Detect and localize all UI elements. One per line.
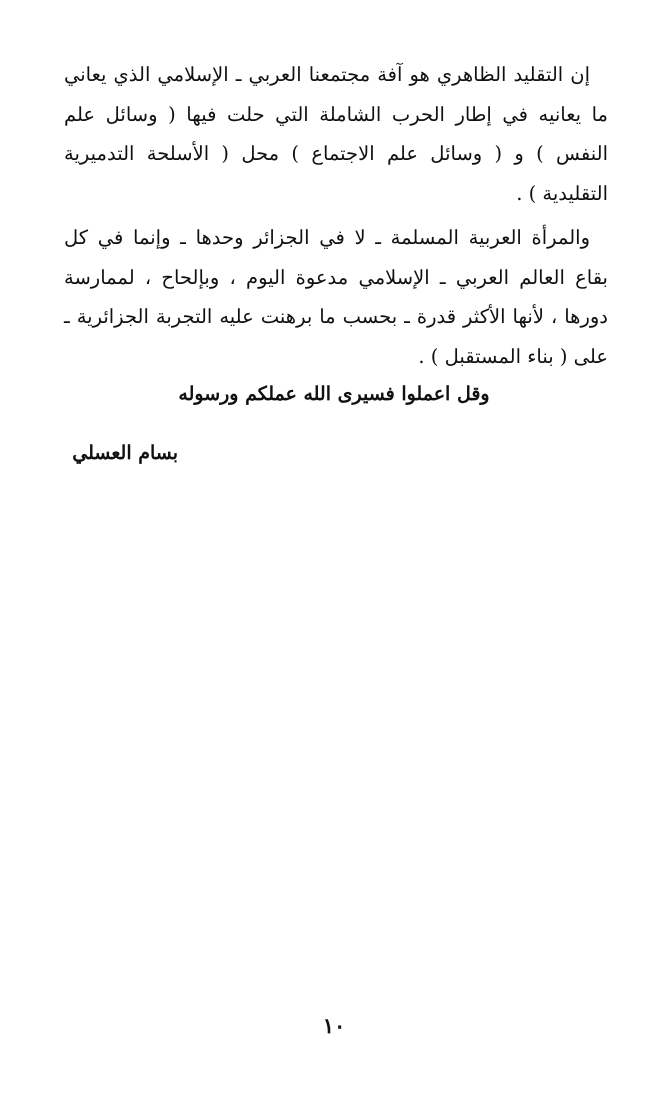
paragraph-block-2 [64,218,608,376]
page-number: ١٠ [322,1013,346,1038]
paragraph-block-1 [64,55,608,213]
paragraph-1: إن التقليد الظاهري هو آفة مجتمعنا العربي ـ الإسلامي الذي يعاني ما يعانيه في إطار الحرب الشاملة التي حلت فيها ( وسائل علم النفس ) و ( وسائل علم الاجتماع ) محل ( الأسلحة التدميرية التقليدية ) . [64,63,608,205]
quran-verse: وقل اعملوا فسيرى الله عملكم ورسوله [178,383,490,405]
author-signature: بسام العسلي [72,442,178,464]
paragraph-2: والمرأة العربية المسلمة ـ لا في الجزائر وحدها ـ وإنما في كل بقاع العالم العربي ـ الإسلامي مدعوة اليوم ، وبإلحاح ، لممارسة دورها ، لأنها الأكثر قدرة ـ بحسب ما برهنت عليه التجربة الجزائرية ـ على ( بناء المستقبل ) . [64,226,608,368]
